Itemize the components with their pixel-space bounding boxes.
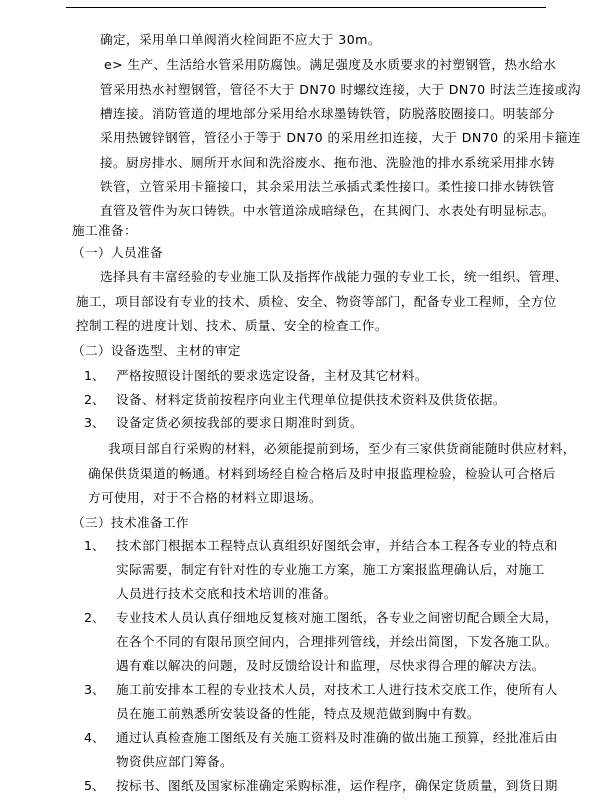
list-item: 人员进行技术交底和技术培训的准备。 — [116, 586, 337, 601]
text-line: 直管及管件为灰口铸铁。中水管道涂成暗绿色，在其阀门、水表处有明显标志。 — [100, 203, 555, 218]
list-item: 物资供应部门筹备。 — [116, 754, 233, 769]
list-number: 2、 — [84, 392, 105, 407]
text-line: 确定，采用单口单阀消火栓间距不应大于 30m。 — [100, 32, 381, 47]
list-item: 专业技术人员认真仔细地反复核对施工图纸，各专业之间密切配合顾全大局， — [116, 610, 558, 625]
text-line: 槽连接。消防管道的埋地部分采用给水球墨铸铁管，防脱落胶圈接口。明装部分 — [100, 106, 555, 121]
list-item: 员在施工前熟悉所安装设备的性能，特点及规范做到胸中有数。 — [116, 706, 480, 721]
list-number: 4、 — [84, 730, 105, 745]
header-rule — [66, 7, 546, 8]
text-line: e> 生产、生活给水管采用防腐蚀。满足强度及水质要求的衬塑钢管，热水给水 — [104, 57, 557, 72]
text-line: 确保供货渠道的畅通。材料到场经自检合格后及时申报监理检验，检验认可合格后 — [88, 466, 556, 481]
list-number: 1、 — [84, 538, 105, 553]
list-item: 实际需要，制定有针对性的专业施工方案，施工方案报监理确认后，对施工 — [116, 562, 545, 577]
list-item: 严格按照设计图纸的要求选定设备，主材及其它材料。 — [116, 368, 428, 383]
list-number: 2、 — [84, 610, 105, 625]
list-item: 按标书、图纸及国家标准确定采购标准，运作程序，确保定货质量，到货日期 — [116, 778, 558, 793]
text-line: 方可使用，对于不合格的材料立即退场。 — [88, 490, 322, 505]
list-item: 技术部门根据本工程特点认真组织好图纸会审，并结合本工程各专业的特点和 — [116, 538, 558, 553]
text-line: 施工，项目部设有专业的技术、质检、安全、物资等部门，配备专业工程师，全方位 — [76, 294, 557, 309]
list-item: 设备定货必须按我部的要求日期准时到货。 — [116, 415, 363, 430]
section-heading: （一）人员准备 — [72, 245, 163, 260]
list-item: 在各个不同的有限吊顶空间内，合理排列管线，并绘出简图，下发各施工队。 — [116, 634, 558, 649]
list-number: 5、 — [84, 778, 105, 793]
list-number: 3、 — [84, 682, 105, 697]
text-line: 控制工程的进度计划、技术、质量、安全的检查工作。 — [76, 318, 388, 333]
text-line: 铁管，立管采用卡箍接口，其余采用法兰承插式柔性接口。柔性接口排水铸铁管 — [100, 179, 555, 194]
list-number: 3、 — [84, 415, 105, 430]
text-line: 选择具有丰富经验的专业施工队及指挥作战能力强的专业工长，统一组织、管理、 — [100, 269, 568, 284]
text-line: 采用热镀锌钢管，管径小于等于 DN70 的采用丝扣连接，大于 DN70 的采用卡箍连 — [100, 130, 581, 145]
section-heading: 施工准备： — [72, 223, 137, 238]
section-heading: （二）设备选型、主材的审定 — [72, 343, 241, 358]
text-line: 管采用热水衬塑钢管，管径不大于 DN70 时螺纹连接，大于 DN70 时法兰连接或沟 — [100, 82, 581, 97]
list-item: 施工前安排本工程的专业技术人员，对技术工人进行技术交底工作，使所有人 — [116, 682, 558, 697]
list-item: 遇有难以解决的问题，及时反馈给设计和监理，尽快求得合理的解决方法。 — [116, 658, 545, 673]
list-item: 通过认真检查施工图纸及有关施工资料及时准确的做出施工预算，经批准后由 — [116, 730, 558, 745]
list-number: 1、 — [84, 368, 105, 383]
list-item: 设备、材料定货前按程序向业主代理单位提供技术资料及供货依据。 — [116, 392, 506, 407]
text-line: 接。厨房排水、厕所开水间和洗浴废水、拖布池、洗脸池的排水系统采用排水铸 — [100, 155, 555, 170]
section-heading: （三）技术准备工作 — [72, 515, 189, 530]
text-line: 我项目部自行采购的材料，必须能提前到场，至少有三家供货商能随时供应材料， — [108, 441, 576, 456]
